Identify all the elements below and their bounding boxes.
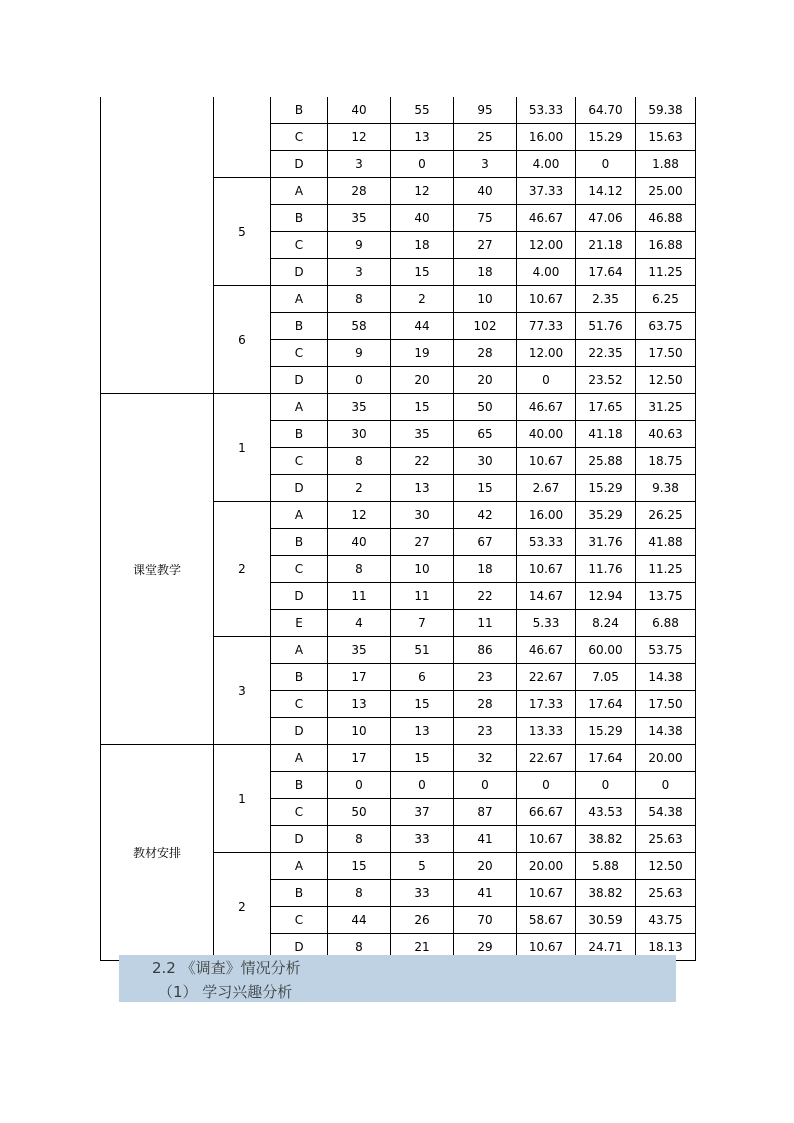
value-cell: 12.00 bbox=[517, 340, 576, 367]
value-cell: 15 bbox=[328, 853, 391, 880]
value-cell: 31.76 bbox=[576, 529, 636, 556]
value-cell: 12.94 bbox=[576, 583, 636, 610]
value-cell: 5.88 bbox=[576, 853, 636, 880]
value-cell: 20.00 bbox=[636, 745, 696, 772]
value-cell: 7 bbox=[391, 610, 454, 637]
option-cell: D bbox=[271, 367, 328, 394]
value-cell: 12 bbox=[328, 502, 391, 529]
option-cell: A bbox=[271, 745, 328, 772]
value-cell: 13.75 bbox=[636, 583, 696, 610]
value-cell: 10.67 bbox=[517, 880, 576, 907]
value-cell: 10.67 bbox=[517, 934, 576, 961]
value-cell: 15.29 bbox=[576, 475, 636, 502]
value-cell: 15 bbox=[391, 394, 454, 421]
value-cell: 6 bbox=[391, 664, 454, 691]
value-cell: 17.33 bbox=[517, 691, 576, 718]
value-cell: 58 bbox=[328, 313, 391, 340]
value-cell: 17.64 bbox=[576, 259, 636, 286]
value-cell: 17.64 bbox=[576, 745, 636, 772]
question-number-cell: 2 bbox=[214, 853, 271, 961]
value-cell: 17.50 bbox=[636, 340, 696, 367]
category-cell: 教材安排 bbox=[101, 745, 214, 961]
value-cell: 40 bbox=[454, 178, 517, 205]
value-cell: 40 bbox=[328, 97, 391, 124]
value-cell: 10 bbox=[328, 718, 391, 745]
option-cell: A bbox=[271, 637, 328, 664]
option-cell: B bbox=[271, 529, 328, 556]
question-number-cell: 3 bbox=[214, 637, 271, 745]
value-cell: 50 bbox=[328, 799, 391, 826]
value-cell: 15.29 bbox=[576, 124, 636, 151]
value-cell: 18.13 bbox=[636, 934, 696, 961]
value-cell: 17.50 bbox=[636, 691, 696, 718]
value-cell: 19 bbox=[391, 340, 454, 367]
option-cell: D bbox=[271, 475, 328, 502]
option-cell: D bbox=[271, 934, 328, 961]
value-cell: 20 bbox=[454, 367, 517, 394]
value-cell: 13 bbox=[391, 124, 454, 151]
value-cell: 75 bbox=[454, 205, 517, 232]
value-cell: 66.67 bbox=[517, 799, 576, 826]
value-cell: 22.67 bbox=[517, 664, 576, 691]
value-cell: 40.00 bbox=[517, 421, 576, 448]
value-cell: 46.67 bbox=[517, 394, 576, 421]
value-cell: 38.82 bbox=[576, 880, 636, 907]
question-number-cell: 2 bbox=[214, 502, 271, 637]
question-number-cell bbox=[214, 97, 271, 178]
value-cell: 2 bbox=[391, 286, 454, 313]
value-cell: 13 bbox=[328, 691, 391, 718]
value-cell: 14.67 bbox=[517, 583, 576, 610]
value-cell: 40 bbox=[391, 205, 454, 232]
question-number-cell: 6 bbox=[214, 286, 271, 394]
value-cell: 5 bbox=[391, 853, 454, 880]
value-cell: 8 bbox=[328, 934, 391, 961]
value-cell: 12 bbox=[391, 178, 454, 205]
value-cell: 0 bbox=[517, 772, 576, 799]
value-cell: 11.76 bbox=[576, 556, 636, 583]
value-cell: 70 bbox=[454, 907, 517, 934]
value-cell: 8.24 bbox=[576, 610, 636, 637]
value-cell: 15 bbox=[391, 259, 454, 286]
option-cell: A bbox=[271, 286, 328, 313]
value-cell: 58.67 bbox=[517, 907, 576, 934]
value-cell: 25 bbox=[454, 124, 517, 151]
value-cell: 15.29 bbox=[576, 718, 636, 745]
value-cell: 20 bbox=[454, 853, 517, 880]
option-cell: C bbox=[271, 799, 328, 826]
value-cell: 43.75 bbox=[636, 907, 696, 934]
value-cell: 11.25 bbox=[636, 556, 696, 583]
value-cell: 4 bbox=[328, 610, 391, 637]
value-cell: 41.18 bbox=[576, 421, 636, 448]
value-cell: 46.67 bbox=[517, 205, 576, 232]
option-cell: A bbox=[271, 853, 328, 880]
section-heading: 2.2 《调查》情况分析 bbox=[152, 959, 301, 977]
value-cell: 0 bbox=[576, 772, 636, 799]
value-cell: 6.25 bbox=[636, 286, 696, 313]
value-cell: 35 bbox=[328, 637, 391, 664]
value-cell: 3 bbox=[328, 259, 391, 286]
value-cell: 11 bbox=[391, 583, 454, 610]
value-cell: 31.25 bbox=[636, 394, 696, 421]
category-cell: 课堂教学 bbox=[101, 394, 214, 745]
value-cell: 25.63 bbox=[636, 880, 696, 907]
table-row bbox=[101, 97, 696, 124]
value-cell: 4.00 bbox=[517, 151, 576, 178]
value-cell: 16.88 bbox=[636, 232, 696, 259]
value-cell: 0 bbox=[391, 151, 454, 178]
value-cell: 102 bbox=[454, 313, 517, 340]
value-cell: 25.00 bbox=[636, 178, 696, 205]
value-cell: 41 bbox=[454, 880, 517, 907]
value-cell: 29 bbox=[454, 934, 517, 961]
value-cell: 12.00 bbox=[517, 232, 576, 259]
option-cell: B bbox=[271, 205, 328, 232]
value-cell: 24.71 bbox=[576, 934, 636, 961]
value-cell: 18 bbox=[454, 556, 517, 583]
value-cell: 18 bbox=[391, 232, 454, 259]
option-cell: D bbox=[271, 826, 328, 853]
value-cell: 14.38 bbox=[636, 664, 696, 691]
value-cell: 10.67 bbox=[517, 556, 576, 583]
value-cell: 47.06 bbox=[576, 205, 636, 232]
value-cell: 0 bbox=[328, 367, 391, 394]
value-cell: 40 bbox=[328, 529, 391, 556]
value-cell: 11.25 bbox=[636, 259, 696, 286]
value-cell: 37.33 bbox=[517, 178, 576, 205]
value-cell: 35 bbox=[328, 205, 391, 232]
option-cell: D bbox=[271, 151, 328, 178]
value-cell: 18 bbox=[454, 259, 517, 286]
value-cell: 35.29 bbox=[576, 502, 636, 529]
option-cell: A bbox=[271, 178, 328, 205]
value-cell: 26 bbox=[391, 907, 454, 934]
value-cell: 54.38 bbox=[636, 799, 696, 826]
question-number-cell: 1 bbox=[214, 745, 271, 853]
option-cell: B bbox=[271, 313, 328, 340]
value-cell: 12.50 bbox=[636, 853, 696, 880]
value-cell: 3 bbox=[454, 151, 517, 178]
table-row bbox=[101, 745, 696, 772]
option-cell: C bbox=[271, 232, 328, 259]
option-cell: C bbox=[271, 907, 328, 934]
value-cell: 17.65 bbox=[576, 394, 636, 421]
value-cell: 38.82 bbox=[576, 826, 636, 853]
option-cell: D bbox=[271, 259, 328, 286]
value-cell: 2 bbox=[328, 475, 391, 502]
value-cell: 35 bbox=[391, 421, 454, 448]
value-cell: 0 bbox=[391, 772, 454, 799]
option-cell: D bbox=[271, 583, 328, 610]
option-cell: B bbox=[271, 772, 328, 799]
value-cell: 28 bbox=[454, 691, 517, 718]
question-number-cell: 5 bbox=[214, 178, 271, 286]
value-cell: 11 bbox=[328, 583, 391, 610]
value-cell: 87 bbox=[454, 799, 517, 826]
value-cell: 35 bbox=[328, 394, 391, 421]
option-cell: B bbox=[271, 97, 328, 124]
value-cell: 10.67 bbox=[517, 448, 576, 475]
value-cell: 16.00 bbox=[517, 502, 576, 529]
option-cell: A bbox=[271, 394, 328, 421]
option-cell: B bbox=[271, 880, 328, 907]
value-cell: 14.12 bbox=[576, 178, 636, 205]
value-cell: 8 bbox=[328, 286, 391, 313]
value-cell: 32 bbox=[454, 745, 517, 772]
value-cell: 30 bbox=[454, 448, 517, 475]
value-cell: 27 bbox=[391, 529, 454, 556]
value-cell: 33 bbox=[391, 826, 454, 853]
survey-table-body bbox=[101, 97, 696, 961]
value-cell: 17 bbox=[328, 745, 391, 772]
value-cell: 41 bbox=[454, 826, 517, 853]
value-cell: 41.88 bbox=[636, 529, 696, 556]
value-cell: 22.67 bbox=[517, 745, 576, 772]
option-cell: C bbox=[271, 691, 328, 718]
value-cell: 64.70 bbox=[576, 97, 636, 124]
value-cell: 30 bbox=[328, 421, 391, 448]
survey-results-table bbox=[100, 97, 696, 961]
value-cell: 15 bbox=[391, 691, 454, 718]
value-cell: 21.18 bbox=[576, 232, 636, 259]
option-cell: C bbox=[271, 124, 328, 151]
value-cell: 59.38 bbox=[636, 97, 696, 124]
category-cell bbox=[101, 97, 214, 394]
value-cell: 9 bbox=[328, 340, 391, 367]
option-cell: C bbox=[271, 556, 328, 583]
value-cell: 63.75 bbox=[636, 313, 696, 340]
value-cell: 0 bbox=[636, 772, 696, 799]
option-cell: A bbox=[271, 502, 328, 529]
value-cell: 13.33 bbox=[517, 718, 576, 745]
value-cell: 20.00 bbox=[517, 853, 576, 880]
table-row bbox=[101, 394, 696, 421]
value-cell: 40.63 bbox=[636, 421, 696, 448]
question-number-cell: 1 bbox=[214, 394, 271, 502]
value-cell: 53.33 bbox=[517, 529, 576, 556]
value-cell: 22 bbox=[391, 448, 454, 475]
value-cell: 8 bbox=[328, 880, 391, 907]
value-cell: 10 bbox=[454, 286, 517, 313]
value-cell: 8 bbox=[328, 826, 391, 853]
value-cell: 46.67 bbox=[517, 637, 576, 664]
value-cell: 21 bbox=[391, 934, 454, 961]
value-cell: 10 bbox=[391, 556, 454, 583]
value-cell: 53.33 bbox=[517, 97, 576, 124]
value-cell: 1.88 bbox=[636, 151, 696, 178]
option-cell: D bbox=[271, 718, 328, 745]
value-cell: 86 bbox=[454, 637, 517, 664]
value-cell: 13 bbox=[391, 475, 454, 502]
value-cell: 8 bbox=[328, 448, 391, 475]
value-cell: 50 bbox=[454, 394, 517, 421]
value-cell: 23 bbox=[454, 664, 517, 691]
value-cell: 5.33 bbox=[517, 610, 576, 637]
value-cell: 27 bbox=[454, 232, 517, 259]
value-cell: 44 bbox=[391, 313, 454, 340]
value-cell: 53.75 bbox=[636, 637, 696, 664]
value-cell: 67 bbox=[454, 529, 517, 556]
value-cell: 0 bbox=[328, 772, 391, 799]
value-cell: 51 bbox=[391, 637, 454, 664]
value-cell: 22.35 bbox=[576, 340, 636, 367]
value-cell: 0 bbox=[576, 151, 636, 178]
value-cell: 15 bbox=[391, 745, 454, 772]
value-cell: 23 bbox=[454, 718, 517, 745]
value-cell: 10.67 bbox=[517, 286, 576, 313]
value-cell: 43.53 bbox=[576, 799, 636, 826]
value-cell: 25.63 bbox=[636, 826, 696, 853]
option-cell: B bbox=[271, 664, 328, 691]
value-cell: 12.50 bbox=[636, 367, 696, 394]
value-cell: 15.63 bbox=[636, 124, 696, 151]
value-cell: 77.33 bbox=[517, 313, 576, 340]
value-cell: 6.88 bbox=[636, 610, 696, 637]
value-cell: 22 bbox=[454, 583, 517, 610]
value-cell: 17.64 bbox=[576, 691, 636, 718]
value-cell: 30.59 bbox=[576, 907, 636, 934]
value-cell: 10.67 bbox=[517, 826, 576, 853]
value-cell: 2.67 bbox=[517, 475, 576, 502]
value-cell: 9.38 bbox=[636, 475, 696, 502]
option-cell: B bbox=[271, 421, 328, 448]
value-cell: 18.75 bbox=[636, 448, 696, 475]
value-cell: 16.00 bbox=[517, 124, 576, 151]
value-cell: 28 bbox=[328, 178, 391, 205]
value-cell: 8 bbox=[328, 556, 391, 583]
value-cell: 60.00 bbox=[576, 637, 636, 664]
value-cell: 55 bbox=[391, 97, 454, 124]
value-cell: 30 bbox=[391, 502, 454, 529]
value-cell: 2.35 bbox=[576, 286, 636, 313]
value-cell: 65 bbox=[454, 421, 517, 448]
value-cell: 25.88 bbox=[576, 448, 636, 475]
option-cell: C bbox=[271, 448, 328, 475]
section-subheading: （1） 学习兴趣分析 bbox=[158, 983, 293, 1001]
value-cell: 3 bbox=[328, 151, 391, 178]
value-cell: 37 bbox=[391, 799, 454, 826]
value-cell: 9 bbox=[328, 232, 391, 259]
value-cell: 15 bbox=[454, 475, 517, 502]
option-cell: E bbox=[271, 610, 328, 637]
value-cell: 28 bbox=[454, 340, 517, 367]
value-cell: 7.05 bbox=[576, 664, 636, 691]
value-cell: 13 bbox=[391, 718, 454, 745]
value-cell: 14.38 bbox=[636, 718, 696, 745]
value-cell: 44 bbox=[328, 907, 391, 934]
value-cell: 26.25 bbox=[636, 502, 696, 529]
value-cell: 0 bbox=[454, 772, 517, 799]
value-cell: 4.00 bbox=[517, 259, 576, 286]
value-cell: 12 bbox=[328, 124, 391, 151]
value-cell: 33 bbox=[391, 880, 454, 907]
value-cell: 46.88 bbox=[636, 205, 696, 232]
value-cell: 23.52 bbox=[576, 367, 636, 394]
value-cell: 17 bbox=[328, 664, 391, 691]
value-cell: 42 bbox=[454, 502, 517, 529]
value-cell: 20 bbox=[391, 367, 454, 394]
option-cell: C bbox=[271, 340, 328, 367]
value-cell: 95 bbox=[454, 97, 517, 124]
value-cell: 11 bbox=[454, 610, 517, 637]
value-cell: 0 bbox=[517, 367, 576, 394]
value-cell: 51.76 bbox=[576, 313, 636, 340]
